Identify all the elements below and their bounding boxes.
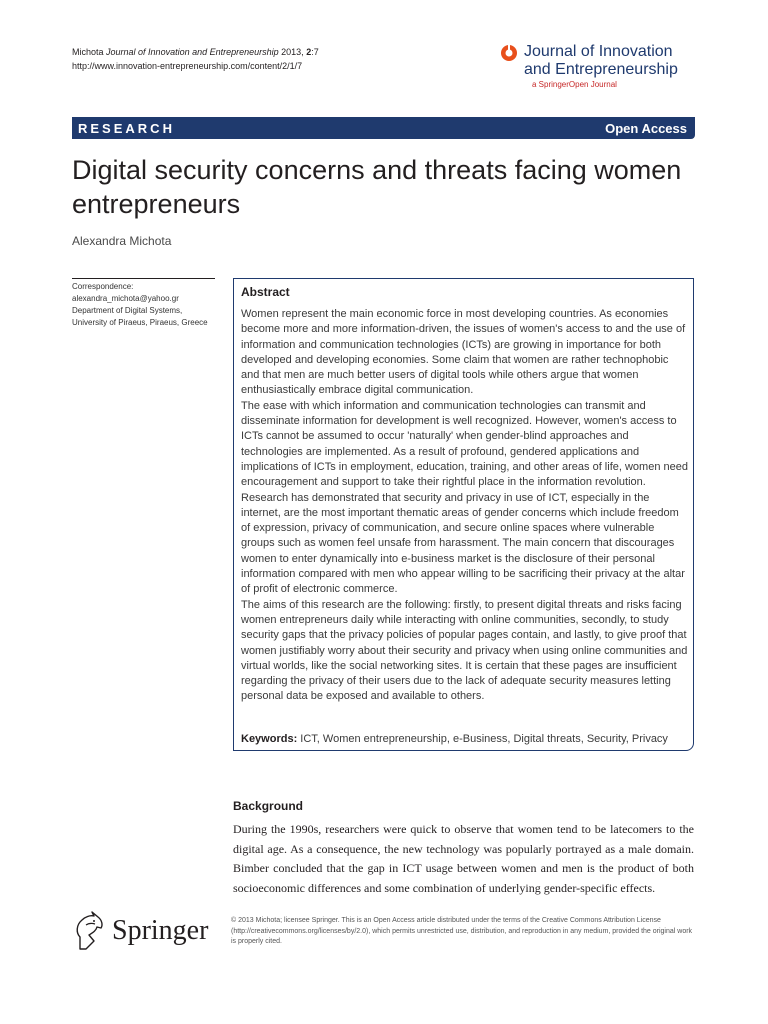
correspondence-email[interactable]: alexandra_michota@yahoo.gr [72, 294, 179, 303]
citation-article: :7 [311, 47, 319, 57]
correspondence-label: Correspondence: [72, 282, 134, 291]
citation-volume: 2 [306, 47, 312, 57]
background-heading: Background [233, 799, 304, 813]
open-access-label: Open Access [605, 120, 687, 136]
citation-journal: Journal of Innovation and Entrepreneurship [106, 47, 279, 57]
citation-url[interactable]: http://www.innovation-entrepreneurship.com/content/2/1/7 [72, 61, 303, 71]
abstract-paragraph: The ease with which information and communication technologies can transmit and disseminate information for development is well recognized. However, women's access to ICTs cannot be assumed to occur 'naturally' when gender-blind approaches and technologies are implemented. As a result of profound, gendered applications and implications of ICTs in employment, education, training, and other areas of life, women need encouragement and support to take their rightful place in the information revolution. [241, 399, 688, 489]
journal-subline: a SpringerOpen Journal [532, 80, 617, 89]
abstract-paragraph: Women represent the main economic force in most developing countries. As economies become more and more information-driven, the issues of women's access to and the use of information and communication technologies (ICTs) are growing in importance for both developed and developing economies. Some claim that women are rather technophobic and that men are much better users of digital tools while others argue that women enthusiastically embrace digital communication. [241, 308, 686, 397]
abstract-body [241, 307, 688, 705]
journal-name-line2: and Entrepreneurship [524, 61, 678, 78]
abstract-paragraph: The aims of this research are the following: firstly, to present digital threats and risks facing women entrepreneurs daily while interacting with online communities, secondly, to study security gaps that the privacy policies of popular pages contain, and lastly, to give proof that women justifiably worry about their security and privacy when using online communities and virtual worlds, like the social networking sites. It is certain that these pages are insufficient regarding the privacy of their users due to the lack of adequate security measures letting personal data be exposed and available to others. [241, 598, 688, 703]
springer-horse-icon [72, 911, 106, 951]
license-notice: © 2013 Michota; licensee Springer. This is an Open Access article distributed under the terms of the Creative Commons Attribution License (http://creativecommons.org/licenses/by/2.0), which permits unrestricted use, distribution, and reproduction in any medium, provided the original work is properly cited. [231, 917, 693, 945]
keywords-label: Keywords: [241, 733, 298, 745]
journal-open-icon [500, 44, 518, 62]
citation-header [72, 45, 452, 73]
correspondence-univ: University of Piraeus, Piraeus, Greece [72, 318, 208, 327]
citation-year: 2013, [278, 47, 307, 57]
journal-name-line1: Journal of Innovation [524, 43, 673, 60]
keywords-line [241, 732, 689, 747]
springer-logo [72, 911, 208, 951]
citation-author: Michota [72, 47, 104, 57]
abstract-heading: Abstract [241, 285, 290, 299]
article-title: Digital security concerns and threats facing women entrepreneurs [72, 155, 682, 219]
abstract-paragraph: Research has demonstrated that security and privacy in use of ICT, especially in the internet, are the most important thematic areas of gender concerns which include freedom of expression, privacy of communication, and secure online spaces where vulnerable groups such as women feel unsafe from harassment. The main concern that discourages women to enter dynamically into e-business market is the disclosure of their personal information compared with men who appear willing to be sacrificing their privacy at the altar of profit of electronic commerce. [241, 491, 685, 596]
correspondence-dept: Department of Digital Systems, [72, 306, 183, 315]
background-body: During the 1990s, researchers were quick to observe that women tend to be latecomers to the digital age. As a consequence, the new technology was popularly portrayed as a male domain. Bimber concluded that the gap in ICT usage between women and men is the product of both socioeconomic differences and some combination of underlying gender-specific effects. [233, 822, 694, 895]
research-label: RESEARCH [78, 120, 175, 136]
research-banner [72, 117, 695, 139]
journal-logo [500, 43, 700, 89]
springer-wordmark: Springer [112, 915, 209, 946]
article-author: Alexandra Michota [72, 234, 172, 248]
correspondence-divider [72, 278, 215, 279]
correspondence-block [72, 281, 222, 329]
keywords-list: ICT, Women entrepreneurship, e-Business, Digital threats, Security, Privacy [297, 733, 668, 745]
citation-line [72, 45, 452, 59]
